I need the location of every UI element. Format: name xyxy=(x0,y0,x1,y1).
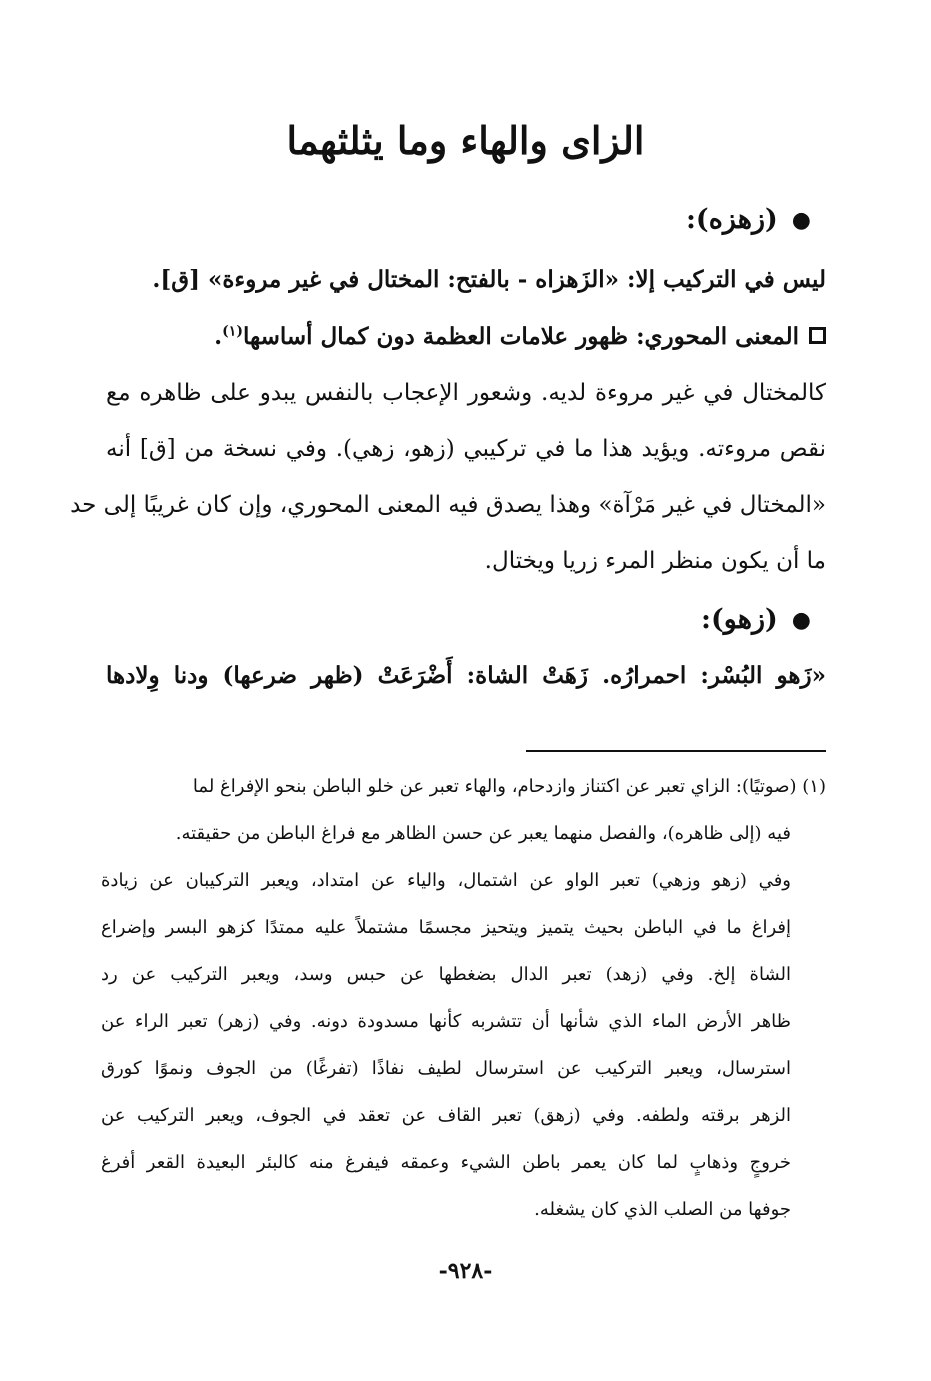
chapter-title: الزاى والهاء وما يثلثهما xyxy=(286,118,645,163)
entry-heading-label: (زهو): xyxy=(701,604,778,635)
footnote-text: (صوتيًا): الزاي تعبر عن اكتناز وازدحام، والهاء تعبر عن خلو الباطن بنحو الإفراغ لما xyxy=(192,776,797,797)
core-meaning-line: المعنى المحوري: ظهور علامات العظمة دون كمال أساسها$^{(١)}$. xyxy=(106,323,826,351)
entry-line: «زَهو البُسْر: احمرارُه. زَهَتْ الشاة: أَضْرَعَتْ (ظهر ضرعها) ودنا وِلادها xyxy=(106,662,826,689)
footnote-line: خروجٍ وذهابٍ لما كان يعمر باطن الشيء وعمقه فيفرغ منه كالبئر البعيدة القعر أفرغ xyxy=(101,1152,791,1173)
square-icon xyxy=(809,327,826,344)
footnote-first-line xyxy=(101,776,826,798)
bullet-icon: ● xyxy=(791,206,811,233)
footnote-line: استرسال، ويعبر التركيب عن استرسال لطيف نفاذًا (تفرغًا) من الجوف ونموًا كورق xyxy=(101,1058,791,1079)
entry-heading-zahzah xyxy=(686,204,811,235)
footnote-line: فيه (إلى ظاهره)، والفصل منهما يعبر عن حسن الظاهر مع فراغ الباطن من حقيقته. xyxy=(175,823,791,844)
entry-line: نقص مروءته. ويؤيد هذا ما في تركيبي (زهو، زهي). وفي نسخة من [ق] أنه xyxy=(106,436,826,462)
footnote-line: الزهر برقته ولطفه. وفي (زهق) تعبر القاف عن تعقد في الجوف، ويعبر التركيب عن xyxy=(101,1105,791,1126)
bullet-icon: ● xyxy=(791,606,811,633)
core-meaning-text: المعنى المحوري: ظهور علامات العظمة دون كمال أساسها xyxy=(242,323,799,350)
entry-line: ما أن يكون منظر المرء زريا ويختال. xyxy=(484,548,826,574)
footnote-divider xyxy=(526,750,826,752)
entry-heading-label: (زهزه): xyxy=(685,204,778,235)
footnote-line: ظاهر الأرض الماء الذي شأنها أن تتشربه كأنها مسدودة دونه. وفي (زهر) تعبر الراء عن xyxy=(101,1011,791,1032)
page-number: -٩٢٨- xyxy=(438,1258,493,1284)
footnote-ref: (١) xyxy=(222,323,243,340)
footnote-line: الشاة إلخ. وفي (زهد) تعبر الدال بضغطها عن حبس وسد، ويعبر التركيب عن رد xyxy=(101,964,791,985)
footnote-line: وفي (زهو وزهي) تعبر الواو عن اشتمال، والياء عن امتداد، ويعبر التركيبان عن زيادة xyxy=(101,870,791,891)
entry-heading-zahw xyxy=(701,604,811,635)
entry-line: كالمختال في غير مروءة لديه. وشعور الإعجاب بالنفس يبدو على ظاهره مع xyxy=(106,380,826,406)
entry-line: ليس في التركيب إلا: «الزَهزاه - بالفتح: المختال في غير مروءة» [ق]. xyxy=(152,266,826,293)
footnote-line: جوفها من الصلب الذي كان يشغله. xyxy=(534,1199,791,1220)
footnote-line: إفراغ ما في الباطن بحيث يتميز ويتحيز مجسمًا مشتملاً عليه ممتدًا كزهو البسر وإضراع xyxy=(101,917,791,938)
entry-line: «المختال في غير مَرْآة» وهذا يصدق فيه المعنى المحوري، وإن كان غريبًا إلى حد xyxy=(70,492,826,518)
footnote-marker: (١) xyxy=(802,776,826,797)
